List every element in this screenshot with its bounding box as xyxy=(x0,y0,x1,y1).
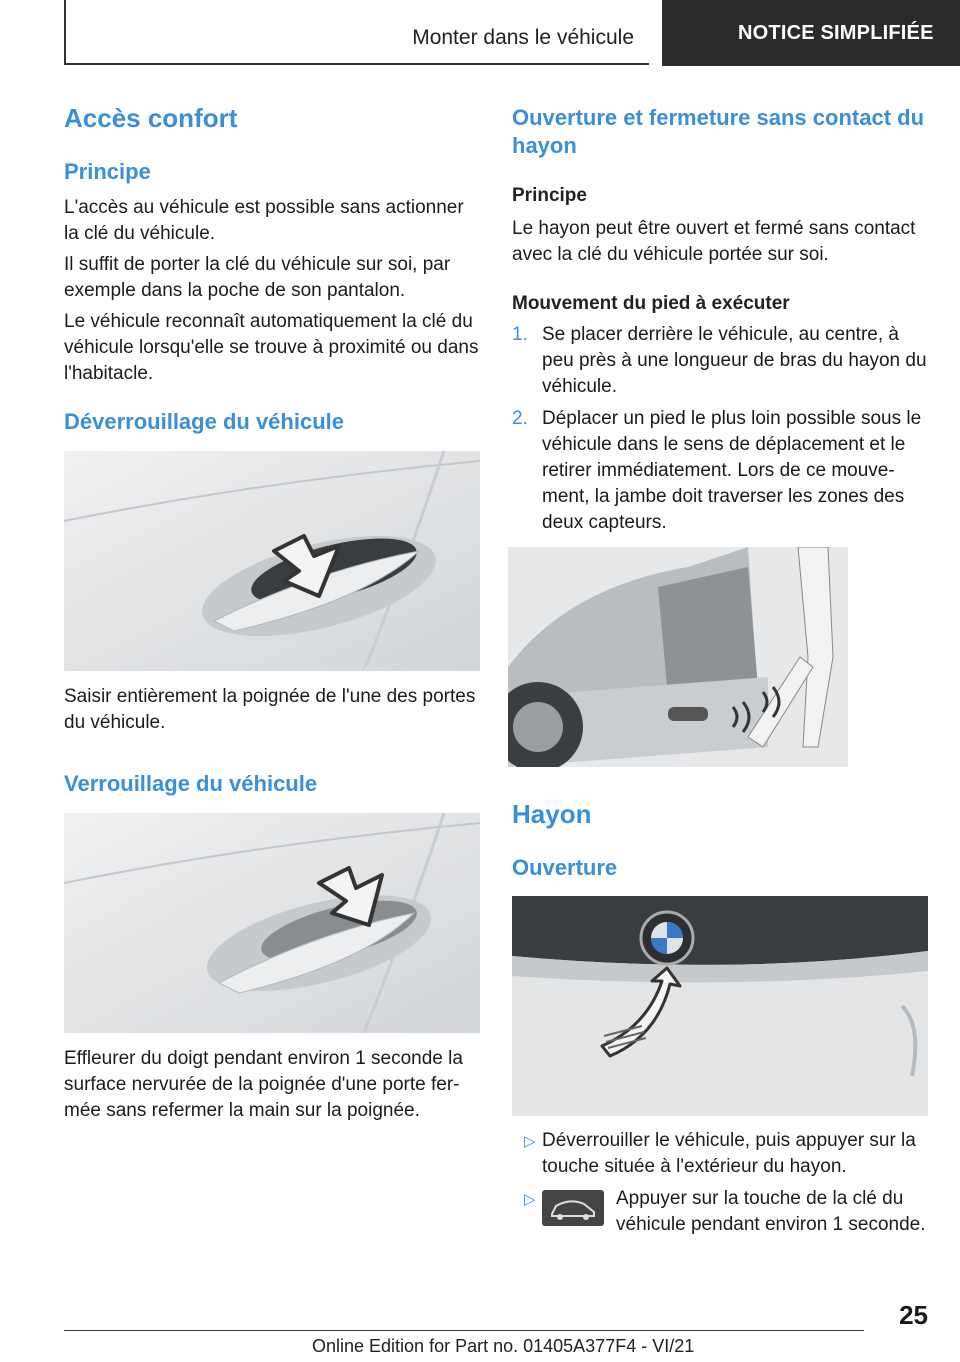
heading-ouverture: Ouverture xyxy=(512,855,618,880)
step-1-number: 1. xyxy=(512,324,528,345)
header-left-line xyxy=(64,0,66,64)
heading-principe: Principe xyxy=(64,159,151,184)
step-2-text: Déplacer un pied le plus loin possible sous le véhicule dans le sens de déplacement et le retirer immédiatement. Lors de ce mouve- ment, la jambe doit traverser les zones des deux capteurs. xyxy=(542,408,922,533)
heading-verrouillage: Verrouillage du véhicule xyxy=(64,771,318,796)
principe-paragraph-2: Il suffit de porter la clé du véhicule sur soi, par exemple dans la poche de son pantalon. xyxy=(64,254,451,301)
tailgate-foot-gesture-illustration xyxy=(508,547,848,767)
step-2 xyxy=(512,406,928,536)
header-rule xyxy=(64,63,649,65)
title-ouverture-sans-contact: Ouverture et fermeture sans contact du hayon xyxy=(512,105,925,158)
step-1-text: Se placer derrière le véhicule, au centre, à peu près à une longueur de bras du hayon du véhicule. xyxy=(542,324,927,397)
door-handle-grab-svg xyxy=(64,451,480,671)
tailgate-button-svg xyxy=(512,896,928,1116)
heading-principe-right: Principe xyxy=(512,185,587,206)
step-2-number: 2. xyxy=(512,408,528,429)
unlock-caption: Saisir entièrement la poignée de l'une des portes du véhicule. xyxy=(64,686,476,733)
page-number: 25 xyxy=(899,1300,928,1330)
heading-deverrouillage: Déverrouillage du véhicule xyxy=(64,409,344,434)
footer-rule xyxy=(64,1330,864,1331)
bullet-1-text: Déverrouiller le véhicule, puis appuyer sur la touche située à l'extérieur du hayon. xyxy=(542,1130,916,1177)
header-tab: NOTICE SIMPLIFIÉE xyxy=(662,0,960,66)
bullet-1-symbol: ▷ xyxy=(524,1133,536,1150)
heading-mouvement-pied: Mouvement du pied à exécuter xyxy=(512,293,790,314)
door-handle-touch-svg xyxy=(64,813,480,1033)
step-1 xyxy=(512,322,928,400)
principe-right-paragraph: Le hayon peut être ouvert et fermé sans contact avec la clé du véhicule portée sur soi. xyxy=(512,218,916,265)
principe-paragraph-3: Le véhicule reconnaît automatiquement la clé du véhicule lorsqu'elle se trouve à proximité ou dans l'habitacle. xyxy=(64,311,479,384)
car-key-tailgate-button-icon xyxy=(542,1190,604,1226)
tailgate-foot-gesture-svg xyxy=(508,547,848,767)
lock-caption: Effleurer du doigt pendant environ 1 seconde la surface nervurée de la poignée d'une porte fer- mée sans refermer la main sur la poignée. xyxy=(64,1048,463,1121)
door-handle-grab-illustration xyxy=(64,451,480,671)
footer-edition: Online Edition for Part no. 01405A377F4 - VI/21 xyxy=(312,1336,695,1356)
tailgate-button-illustration xyxy=(512,896,928,1116)
header-section-title: Monter dans le véhicule xyxy=(412,26,634,49)
door-handle-touch-illustration xyxy=(64,813,480,1033)
tailgate-car-icon xyxy=(542,1190,604,1226)
principe-paragraph-1: L'accès au véhicule est possible sans actionner la clé du véhicule. xyxy=(64,197,464,244)
bullet-2-text: Appuyer sur la touche de la clé du véhicule pendant environ 1 seconde. xyxy=(616,1188,926,1235)
bullet-2-symbol: ▷ xyxy=(524,1191,536,1208)
title-hayon: Hayon xyxy=(512,799,592,829)
title-acces-confort: Accès confort xyxy=(64,103,238,133)
